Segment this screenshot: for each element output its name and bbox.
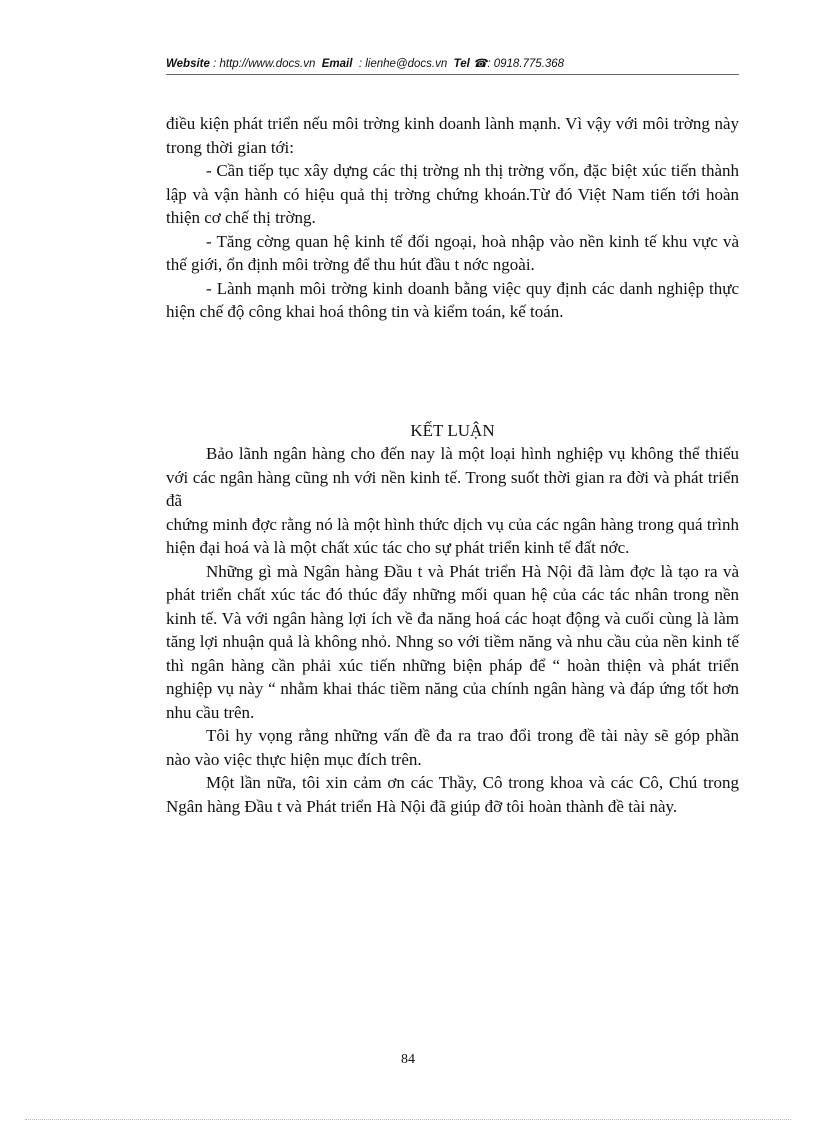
page-number: 84 [401,1052,415,1067]
paragraph: điều kiện phát triển nếu môi trờng kinh doanh lành mạnh. Vì vậy với môi trờng này trong thời gian tới: [166,114,739,157]
email-label: Email [321,58,353,70]
paragraph: Bảo lãnh ngân hàng cho đến nay là một loại hình nghiệp vụ không thể thiếu với các ngân hàng cũng nh với nền kinh tế. Trong suốt thời gian ra đời và phát triển đã [166,444,739,510]
paragraph: - Cần tiếp tục xây dựng các thị trờng nh thị trờng vốn, đặc biệt xúc tiến thành lập và vận hành có hiệu quả thị trờng chứng khoán.Từ đó Việt Nam tiến tới hoàn thiện cơ chế thị trờng. [166,161,739,227]
section-title: KẾT LUẬN [410,420,495,440]
paragraph: chứng minh đợc rằng nó là một hình thức dịch vụ của các ngân hàng trong quá trình hiện đại hoá và là một chất xúc tác cho sự phát triển kinh tế đất nớc. [166,514,739,557]
paragraph: - Tăng cờng quan hệ kinh tế đối ngoại, hoà nhập vào nền kinh tế khu vực và thế giới, ổn định môi trờng để thu hút đầu t nớc ngoài. [166,231,739,274]
document-body [166,112,739,818]
tel-label: Tel [453,58,470,70]
page-header [166,56,739,70]
paragraph: - Lành mạnh môi trờng kinh doanh bằng việc quy định các danh nghiệp thực hiện chế độ công khai hoá thông tin và kiểm toán, kế toán. [166,278,739,321]
tel-value: : 0918.775.368 [487,58,565,70]
footer-divider [25,1119,791,1120]
spacer [166,324,739,419]
phone-icon: ☎ [473,58,488,70]
header-divider [166,74,739,75]
website-label: Website [166,58,210,70]
website-value: : http://www.docs.vn [213,58,316,70]
email-value: : lienhe@docs.vn [358,58,448,70]
paragraph: Tôi hy vọng rằng những vấn đề đa ra trao đổi trong đề tài này sẽ góp phần nào vào việc thực hiện mục đích trên. [166,726,739,769]
paragraph: Một lần nữa, tôi xin cảm ơn các Thầy, Cô trong khoa và các Cô, Chú trong Ngân hàng Đầu t và Phát triển Hà Nội đã giúp đỡ tôi hoàn thành đề tài này. [166,773,739,816]
paragraph: Những gì mà Ngân hàng Đầu t và Phát triển Hà Nội đã làm đợc là tạo ra và phát triển chất xúc tác đó thúc đẩy những mối quan hệ của các tác nhân trong nền kinh tế. Và với ngân hàng lợi ích về đa năng hoá các hoạt động và cuối cùng là làm tăng lợi nhuận quả là không nhỏ. Nhng so với tiềm năng và nhu cầu của nền kinh tế thì ngân hàng cần phải xúc tiến những biện pháp để “ hoàn thiện và phát triển nghiệp vụ này “ nhằm khai thác tiềm năng của chính ngân hàng và đáp ứng tốt hơn nhu cầu trên. [166,561,739,722]
